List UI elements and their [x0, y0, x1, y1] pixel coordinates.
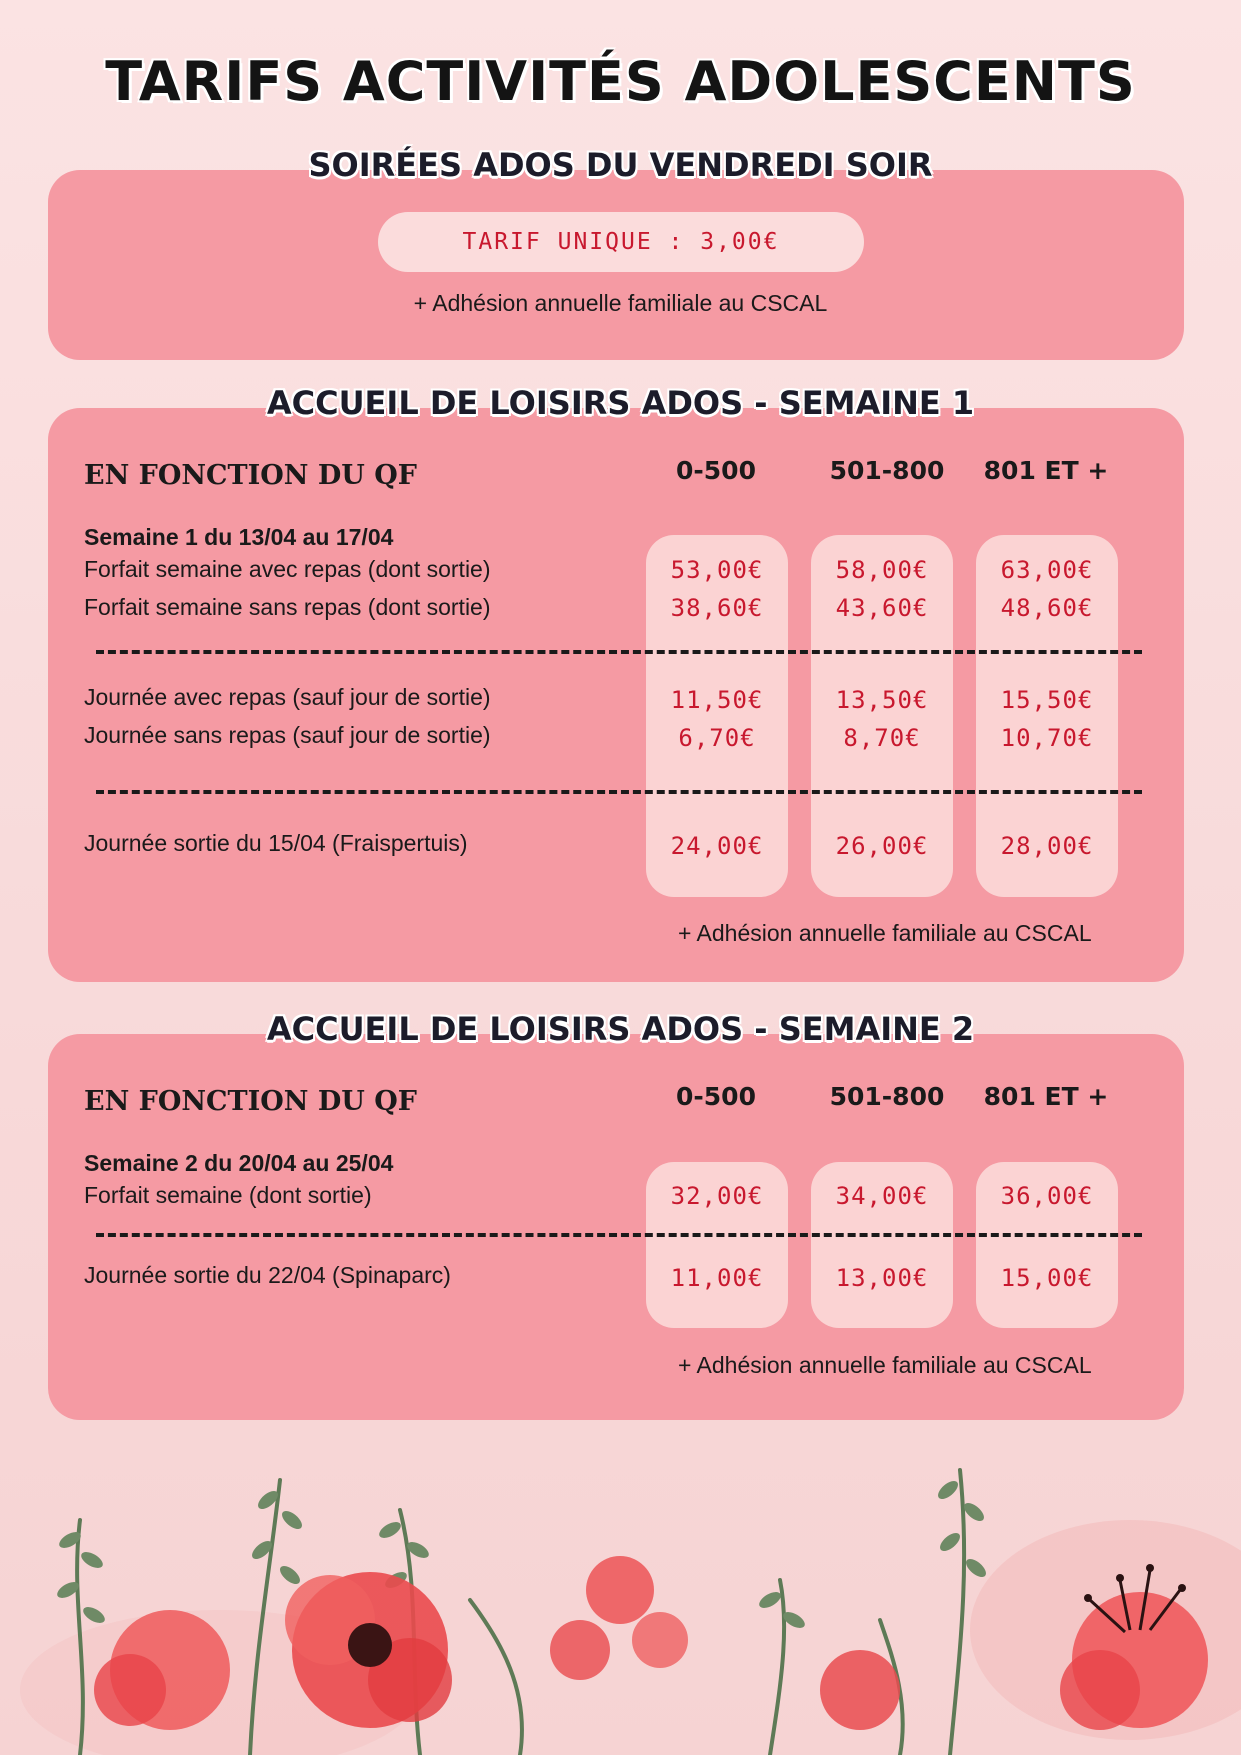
- column-header: 0-500: [676, 456, 756, 485]
- row-label: Journée avec repas (sauf jour de sortie): [84, 684, 491, 710]
- row-label: Forfait semaine avec repas (dont sortie): [84, 556, 491, 582]
- price-cell: 6,70€: [678, 724, 756, 752]
- price-cell: 13,50€: [835, 686, 929, 714]
- column-header: 501-800: [829, 1082, 945, 1111]
- price-cell: 53,00€: [670, 556, 764, 584]
- price-cell: 63,00€: [1000, 556, 1094, 584]
- price-cell: 11,50€: [670, 686, 764, 714]
- price-cell: 38,60€: [670, 594, 764, 622]
- flowers-illustration: [0, 1450, 1241, 1755]
- red-flower-icon: [820, 1650, 900, 1730]
- price-cell: 43,60€: [835, 594, 929, 622]
- divider: [96, 1233, 1142, 1237]
- column-header: 801 ET +: [983, 456, 1109, 485]
- adhesion-note: + Adhésion annuelle familiale au CSCAL: [678, 920, 1092, 946]
- row-label: Journée sans repas (sauf jour de sortie): [84, 722, 491, 748]
- leaf-cluster: [55, 1478, 989, 1632]
- page-title: TARIFS ACTIVITÉS ADOLESCENTS: [105, 50, 1136, 113]
- row-label: Journée sortie du 15/04 (Fraispertuis): [84, 830, 468, 856]
- section-title-semaine-1: ACCUEIL DE LOISIRS ADOS - SEMAINE 1: [266, 384, 975, 422]
- week-label: Semaine 2 du 20/04 au 25/04: [84, 1150, 394, 1176]
- row-label: Forfait semaine sans repas (dont sortie): [84, 594, 491, 620]
- price-cell: 26,00€: [835, 832, 929, 860]
- price-cell: 32,00€: [670, 1182, 764, 1210]
- column-header: 801 ET +: [983, 1082, 1109, 1111]
- price-cell: 15,50€: [1000, 686, 1094, 714]
- price-cell: 15,00€: [1000, 1264, 1094, 1292]
- section-title-semaine-2: ACCUEIL DE LOISIRS ADOS - SEMAINE 2: [266, 1010, 975, 1048]
- red-flower-icon: [550, 1556, 688, 1680]
- qf-label: EN FONCTION DU QF: [84, 460, 417, 491]
- adhesion-note: + Adhésion annuelle familiale au CSCAL: [678, 1352, 1092, 1378]
- qf-label: EN FONCTION DU QF: [84, 1086, 417, 1117]
- tarif-unique-pill: TARIF UNIQUE : 3,00€: [378, 212, 864, 272]
- price-cell: 36,00€: [1000, 1182, 1094, 1210]
- adhesion-note: + Adhésion annuelle familiale au CSCAL: [413, 290, 828, 316]
- divider: [96, 650, 1142, 654]
- price-cell: 48,60€: [1000, 594, 1094, 622]
- row-label: Journée sortie du 22/04 (Spinaparc): [84, 1262, 451, 1288]
- price-cell: 11,00€: [670, 1264, 764, 1292]
- price-cell: 34,00€: [835, 1182, 929, 1210]
- section-title-soirees: SOIRÉES ADOS DU VENDREDI SOIR: [308, 146, 933, 184]
- row-label: Forfait semaine (dont sortie): [84, 1182, 372, 1208]
- week-label: Semaine 1 du 13/04 au 17/04: [84, 524, 394, 550]
- divider: [96, 790, 1142, 794]
- price-cell: 58,00€: [835, 556, 929, 584]
- column-header: 501-800: [829, 456, 945, 485]
- price-cell: 10,70€: [1000, 724, 1094, 752]
- price-cell: 28,00€: [1000, 832, 1094, 860]
- price-cell: 8,70€: [843, 724, 921, 752]
- price-cell: 24,00€: [670, 832, 764, 860]
- price-cell: 13,00€: [835, 1264, 929, 1292]
- column-header: 0-500: [676, 1082, 756, 1111]
